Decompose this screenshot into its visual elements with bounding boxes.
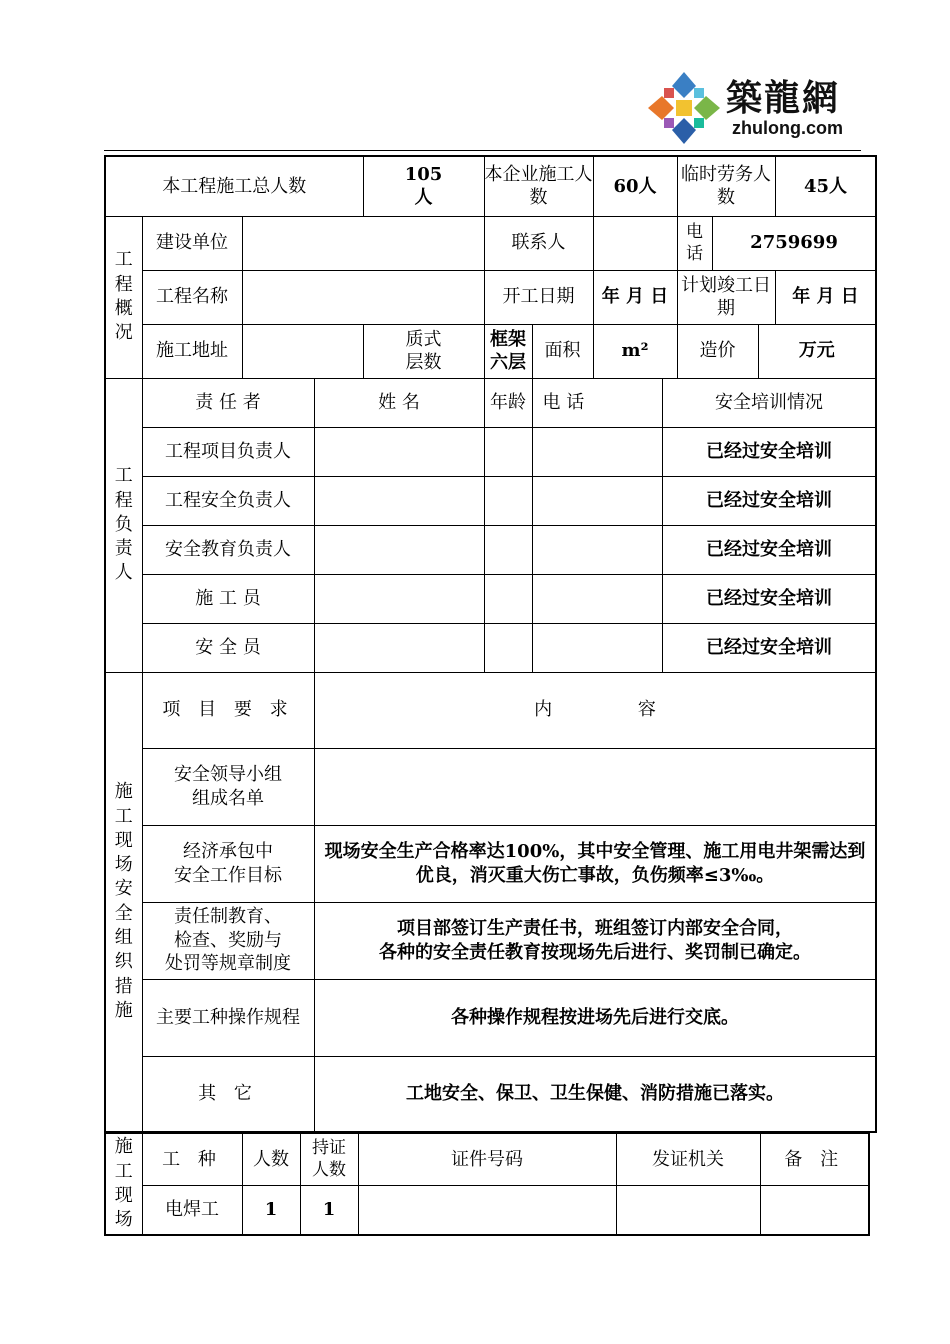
company-label: 本企业施工人数 — [484, 156, 593, 216]
resp-age — [484, 525, 532, 574]
table-row — [105, 902, 876, 979]
total-label: 本工程施工总人数 — [105, 156, 363, 216]
measures-header-content: 内 容 — [314, 672, 876, 748]
safety-form-table — [104, 155, 877, 1133]
table-row — [105, 623, 876, 672]
cost-value: 万元 — [758, 324, 876, 378]
contact-label: 联系人 — [484, 216, 593, 270]
resp-training: 已经过安全培训 — [662, 623, 876, 672]
worker-cert-no — [358, 1185, 616, 1235]
finish-date-value: 年 月 日 — [775, 270, 876, 324]
resp-training: 已经过安全培训 — [662, 525, 876, 574]
workers-header-issuer: 发证机关 — [616, 1133, 760, 1185]
table-row — [105, 574, 876, 623]
table-row — [105, 748, 876, 825]
resp-header-phone: 电 话 — [532, 378, 662, 427]
resp-phone — [532, 476, 662, 525]
table-row — [105, 476, 876, 525]
measure-item: 安全领导小组 组成名单 — [142, 748, 314, 825]
structure-label: 质式层数 — [363, 324, 484, 378]
workers-header-row — [105, 1133, 869, 1185]
finish-date-label: 计划竣工日期 — [677, 270, 775, 324]
total-value: 105人 — [363, 156, 484, 216]
resp-header-role: 责 任 者 — [142, 378, 314, 427]
workers-section-label: 施工现场 — [105, 1133, 142, 1235]
measure-content: 项目部签订生产责任书，班组签订内部安全合同， 各种的安全责任教育按现场先后进行、奖罚制已确定。 — [314, 902, 876, 979]
address-value — [242, 324, 363, 378]
phone-value: 2759699 — [712, 216, 876, 270]
company-value: 60人 — [593, 156, 677, 216]
resp-name — [314, 427, 484, 476]
resp-phone — [532, 574, 662, 623]
measure-item: 经济承包中 安全工作目标 — [142, 825, 314, 902]
resp-name — [314, 476, 484, 525]
resp-phone — [532, 427, 662, 476]
workers-table — [104, 1132, 870, 1236]
measure-content: 工地安全、保卫、卫生保健、消防措施已落实。 — [314, 1056, 876, 1132]
resp-phone — [532, 525, 662, 574]
resp-role: 施 工 员 — [142, 574, 314, 623]
overview-row-3 — [105, 324, 876, 378]
responsible-header-row — [105, 378, 876, 427]
resp-role: 工程安全负责人 — [142, 476, 314, 525]
contact-value — [593, 216, 677, 270]
phone-label: 电话 — [677, 216, 712, 270]
resp-role: 安全教育负责人 — [142, 525, 314, 574]
measure-item: 其 它 — [142, 1056, 314, 1132]
worker-issuer — [616, 1185, 760, 1235]
project-name-value — [242, 270, 484, 324]
summary-row — [105, 156, 876, 216]
measures-section-label: 施工现场安全组织措施 — [105, 672, 142, 1132]
table-row — [105, 979, 876, 1056]
overview-section-label: 工程概况 — [105, 216, 142, 378]
logo-name-en: zhulong.com — [732, 118, 843, 138]
structure-value: 框架六层 — [484, 324, 532, 378]
resp-age — [484, 623, 532, 672]
resp-header-training: 安全培训情况 — [662, 378, 876, 427]
responsible-section-label: 工程负责人 — [105, 378, 142, 672]
start-date-value: 年 月 日 — [593, 270, 677, 324]
temp-label: 临时劳务人数 — [677, 156, 775, 216]
resp-training: 已经过安全培训 — [662, 574, 876, 623]
overview-row-2 — [105, 270, 876, 324]
measure-item: 主要工种操作规程 — [142, 979, 314, 1056]
resp-header-name: 姓 名 — [314, 378, 484, 427]
area-value: m² — [593, 324, 677, 378]
resp-training: 已经过安全培训 — [662, 427, 876, 476]
overview-row-1 — [105, 216, 876, 270]
zhulong-logo — [640, 64, 865, 150]
measures-header-item: 项 目 要 求 — [142, 672, 314, 748]
workers-header-cert-no: 证件号码 — [358, 1133, 616, 1185]
resp-age — [484, 427, 532, 476]
worker-note — [760, 1185, 869, 1235]
zhulong-cube-icon — [644, 68, 724, 148]
table-row — [105, 825, 876, 902]
worker-count: 1 — [242, 1185, 300, 1235]
resp-age — [484, 476, 532, 525]
address-label: 施工地址 — [142, 324, 242, 378]
resp-header-age: 年龄 — [484, 378, 532, 427]
table-row — [105, 1185, 869, 1235]
resp-role: 安 全 员 — [142, 623, 314, 672]
measure-item: 责任制教育、 检查、奖励与 处罚等规章制度 — [142, 902, 314, 979]
temp-value: 45人 — [775, 156, 876, 216]
resp-phone — [532, 623, 662, 672]
resp-age — [484, 574, 532, 623]
area-label: 面积 — [532, 324, 593, 378]
header-rule — [104, 150, 861, 151]
workers-header-note: 备 注 — [760, 1133, 869, 1185]
measures-header-row — [105, 672, 876, 748]
table-row — [105, 427, 876, 476]
resp-role: 工程项目负责人 — [142, 427, 314, 476]
worker-type: 电焊工 — [142, 1185, 242, 1235]
workers-header-count: 人数 — [242, 1133, 300, 1185]
resp-name — [314, 574, 484, 623]
measure-content — [314, 748, 876, 825]
build-unit-value — [242, 216, 484, 270]
cost-label: 造价 — [677, 324, 758, 378]
resp-name — [314, 623, 484, 672]
table-row — [105, 1056, 876, 1132]
resp-training: 已经过安全培训 — [662, 476, 876, 525]
workers-header-certified: 持证人数 — [300, 1133, 358, 1185]
resp-name — [314, 525, 484, 574]
build-unit-label: 建设单位 — [142, 216, 242, 270]
measure-content: 现场安全生产合格率达100%，其中安全管理、施工用电井架需达到优良，消灭重大伤亡事故，负伤频率≤3‰。 — [314, 825, 876, 902]
project-name-label: 工程名称 — [142, 270, 242, 324]
measure-content: 各种操作规程按进场先后进行交底。 — [314, 979, 876, 1056]
table-row — [105, 525, 876, 574]
worker-certified: 1 — [300, 1185, 358, 1235]
workers-header-type: 工 种 — [142, 1133, 242, 1185]
start-date-label: 开工日期 — [484, 270, 593, 324]
logo-name-cn: 築龍網 — [726, 78, 841, 119]
